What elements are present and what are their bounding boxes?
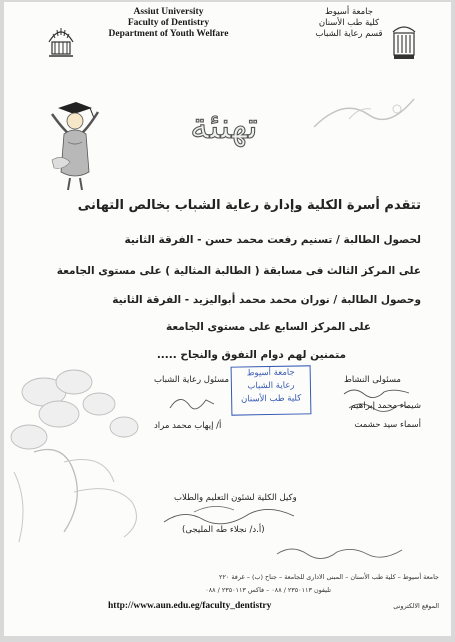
footer-website-url[interactable]: http://www.aun.edu.eg/faculty_dentistry bbox=[108, 601, 272, 611]
activity-supervisors-title: مسئولى النشاط bbox=[343, 375, 401, 385]
youth-welfare-officer-name: أ/ إيهاب محمد مراد bbox=[154, 421, 222, 431]
vice-dean-name: (أ.د/ نجلاء طه المليجى) bbox=[182, 525, 265, 535]
department-name-en: Department of Youth Welfare bbox=[108, 29, 229, 39]
decorative-flourish bbox=[309, 87, 419, 137]
department-name-ar: قسم رعاية الشباب bbox=[315, 29, 383, 39]
body-line-4: وحصول الطالبة / نوران محمد محمد أبواليزيد - الفرقة الثانية bbox=[112, 294, 421, 306]
faculty-name-ar: كلية طب الأسنان bbox=[318, 18, 380, 28]
stamp-line-3: كلية طب الأسنان bbox=[240, 393, 302, 405]
vice-dean-title: وكيل الكلية لشئون التعليم والطلاب bbox=[174, 493, 297, 503]
youth-welfare-officer-title: مسئول رعاية الشباب bbox=[154, 375, 230, 385]
youth-welfare-stamp bbox=[231, 365, 312, 415]
stamp-line-1: جامعة أسيوط bbox=[246, 367, 295, 379]
arabic-header bbox=[294, 7, 404, 40]
faculty-name-en: Faculty of Dentistry bbox=[127, 18, 210, 28]
activity-supervisor-name-1: شيماء محمد إبراهيم bbox=[350, 401, 421, 411]
body-line-5: على المركز السابع على مستوى الجامعة bbox=[165, 321, 371, 333]
certificate-title: تهنئة bbox=[190, 106, 258, 147]
faculty-logo-right bbox=[389, 20, 419, 62]
university-logo-left bbox=[46, 20, 76, 60]
activity-supervisor-name-2: أسماء سيد حشمت bbox=[354, 420, 421, 430]
body-line-1: تتقدم أسرة الكلية وإدارة رعاية الشباب بخالص التهانى bbox=[77, 198, 421, 213]
footer-website-label: الموقع الالكترونى bbox=[393, 602, 439, 610]
handwritten-note bbox=[272, 540, 412, 564]
stamp-line-2: رعاية الشباب bbox=[247, 380, 295, 392]
graduate-clipart bbox=[42, 94, 114, 194]
university-name-ar: جامعة أسيوط bbox=[324, 7, 374, 17]
footer-address: جامعة أسيوط – كلية طب الأسنان – المبنى الادارى للجامعة – جناح (ب) – غرفة ٢٢٠ bbox=[219, 573, 439, 581]
footer-phone: تليفون ٢٣٥٠١١٣ / ٠٨٨ – فاكس ٢٣٥٠١١٣ / ٠٨٨ bbox=[205, 586, 331, 594]
body-line-6: متمنين لهم دوام التفوق والنجاح ..... bbox=[156, 349, 346, 361]
university-name-en: Assiut University bbox=[133, 7, 204, 17]
english-header bbox=[86, 7, 251, 40]
certificate-page bbox=[4, 2, 451, 636]
body-line-2: لحصول الطالبة / تسنيم رفعت محمد حسن - الفرقة الثانية bbox=[124, 234, 421, 246]
youth-officer-handwritten-signature bbox=[162, 388, 222, 418]
flower-decoration bbox=[4, 352, 154, 562]
body-line-3: على المركز الثالث فى مسابقة ( الطالبة المثالية ) على مستوى الجامعة bbox=[56, 265, 421, 277]
